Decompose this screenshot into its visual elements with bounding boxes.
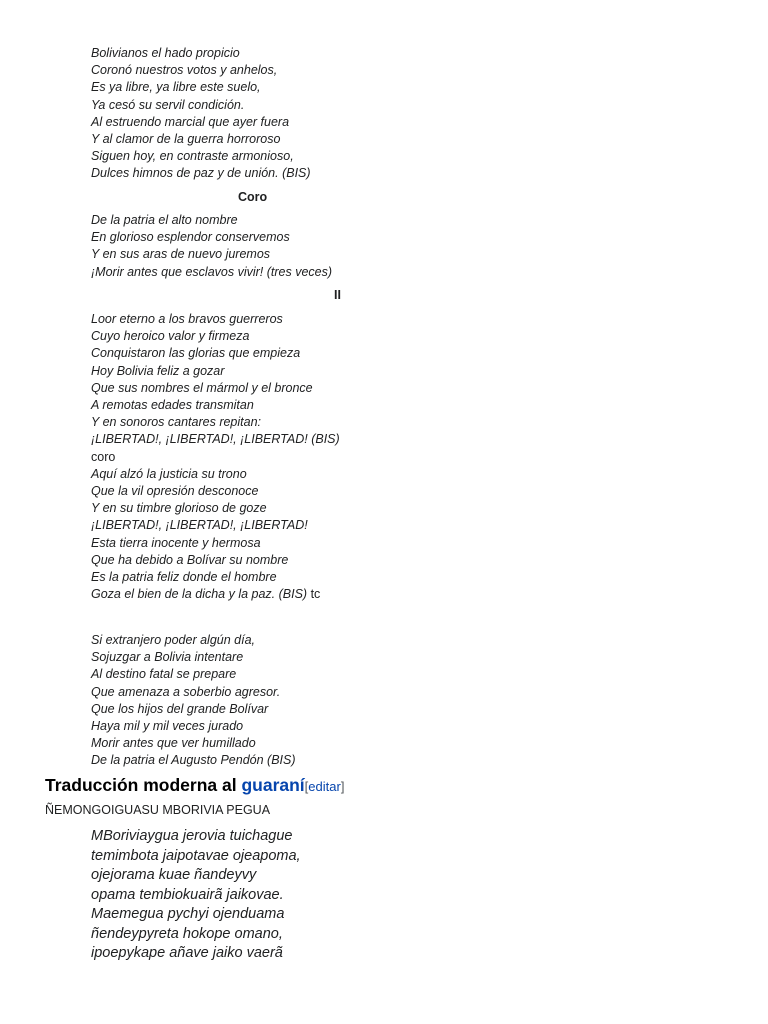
verse-line-suffix: tc <box>307 587 321 602</box>
section-heading-guarani <box>45 775 344 796</box>
verse-line: Si extranjero poder algún día, <box>91 633 255 647</box>
verse-line: Y en su timbre glorioso de goze <box>91 501 267 516</box>
verse-line: Que la vil opresión desconoce <box>91 484 259 499</box>
section-heading-text: Traducción moderna al <box>45 775 242 795</box>
verse-line: Morir antes que ver humillado <box>91 736 256 751</box>
verse-line: Dulces himnos de paz y de unión. (BIS) <box>91 166 311 181</box>
verse-line: Ya cesó su servil condición. <box>91 97 245 112</box>
verse-line: ipoepykape añave jaiko vaerã <box>91 945 283 961</box>
verse-line: A remotas edades transmitan <box>91 398 254 413</box>
stanza-1 <box>91 45 311 183</box>
verse-line: Siguen hoy, en contraste armonioso, <box>91 149 294 164</box>
verse-line: Es ya libre, ya libre este suelo, <box>91 80 261 95</box>
verse-line: Sojuzgar a Bolivia intentare <box>91 650 244 665</box>
edit-bracket-close: ] <box>340 779 345 794</box>
guarani-link[interactable]: guaraní <box>241 775 305 795</box>
verse-line: Que los hijos del grande Bolívar <box>91 701 269 716</box>
verse-line: Es la patria feliz donde el hombre <box>91 570 277 585</box>
coro-label: coro <box>91 449 116 464</box>
verse-line: Y en sus aras de nuevo juremos <box>91 247 271 262</box>
verse-line: ñendeypyreta hokope omano, <box>91 925 283 942</box>
verse-line-text: Goza el bien de la dicha y la paz. (BIS) <box>91 587 308 602</box>
verse-line: Conquistaron las glorias que empieza <box>91 346 301 361</box>
verse-line: opama tembiokuairã jaikovae. <box>91 886 284 903</box>
edit-bracket-open: [ <box>304 779 309 794</box>
verse-line: Esta tierra inocente y hermosa <box>91 535 261 550</box>
verse-line: Cuyo heroico valor y firmeza <box>91 329 250 344</box>
verse-line: Y en sonoros cantares repitan: <box>91 415 262 430</box>
verse-line: Al estruendo marcial que ayer fuera <box>91 114 290 129</box>
verse-line: MBoriviaygua jerovia tuichague <box>91 828 293 844</box>
verse-line: ojejorama kuae ñandeyvy <box>91 867 257 883</box>
verse-line: Que ha debido a Bolívar su nombre <box>91 552 289 567</box>
verse-line: Aquí alzó la justicia su trono <box>91 466 247 481</box>
verse-line: Al destino fatal se prepare <box>91 667 237 682</box>
verse-line: temimbota jaipotavae ojeapoma, <box>91 847 301 864</box>
verse-line-last <box>91 586 340 603</box>
guarani-stanza <box>91 827 301 964</box>
verse-line: Hoy Bolivia feliz a gozar <box>91 363 225 378</box>
verse-line: Bolivianos el hado propicio <box>91 46 240 60</box>
verse-line: En glorioso esplendor conservemos <box>91 230 290 245</box>
verse-line: De la patria el alto nombre <box>91 213 238 227</box>
stanza-2 <box>91 311 340 603</box>
edit-link[interactable]: editar <box>308 779 341 794</box>
coro-title: Coro <box>238 190 268 204</box>
stanza-3 <box>91 632 296 770</box>
verse-line: De la patria el Augusto Pendón (BIS) <box>91 753 296 768</box>
verse-line: ¡LIBERTAD!, ¡LIBERTAD!, ¡LIBERTAD! (BIS) <box>91 432 340 447</box>
verse-line: ¡Morir antes que esclavos vivir! (tres veces) <box>91 264 333 279</box>
verse-line: Loor eterno a los bravos guerreros <box>91 312 283 326</box>
verse-line: Coronó nuestros votos y anhelos, <box>91 63 278 78</box>
stanza-2-title: II <box>334 288 341 302</box>
verse-line: Que amenaza a soberbio agresor. <box>91 684 281 699</box>
guarani-subtitle: ÑEMONGOIGUASU MBORIVIA PEGUA <box>45 803 271 817</box>
verse-line: ¡LIBERTAD!, ¡LIBERTAD!, ¡LIBERTAD! <box>91 518 308 533</box>
coro-stanza <box>91 212 332 281</box>
verse-line: Maemegua pychyi ojenduama <box>91 906 285 922</box>
edit-section <box>305 779 345 794</box>
verse-line: Haya mil y mil veces jurado <box>91 719 244 734</box>
verse-line: Que sus nombres el mármol y el bronce <box>91 380 313 395</box>
verse-line: Y al clamor de la guerra horroroso <box>91 132 281 147</box>
